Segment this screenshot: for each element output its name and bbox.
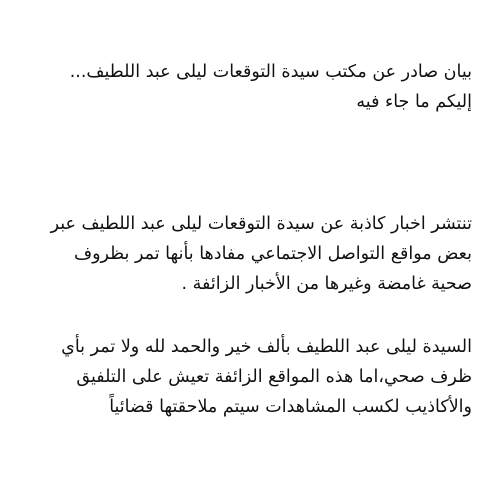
text-line: والأكاذيب لكسب المشاهدات سيتم ملاحقتها قضائياً [109,397,472,417]
text-line: ظرف صحي،اما هذه المواقع الزائفة تعيش على التلفيق [76,367,472,387]
clarification-paragraph [20,332,472,422]
text-line: بعض مواقع التواصل الاجتماعي مفادها بأنها تمر بظروف [73,244,472,264]
text-line: إليكم ما جاء فيه [356,92,472,112]
text-line: بيان صادر عن مكتب سيدة التوقعات ليلى عبد اللطيف... [69,62,472,82]
statement-intro-paragraph [20,57,472,117]
text-line: السيدة ليلى عبد اللطيف بألف خير والحمد لله ولا تمر بأي [61,337,472,357]
rumor-paragraph [20,209,472,299]
text-line: صحية غامضة وغيرها من الأخبار الزائفة . [181,274,472,294]
text-line: تنتشر اخبار كاذبة عن سيدة التوقعات ليلى عبد اللطيف عبر [50,214,472,234]
